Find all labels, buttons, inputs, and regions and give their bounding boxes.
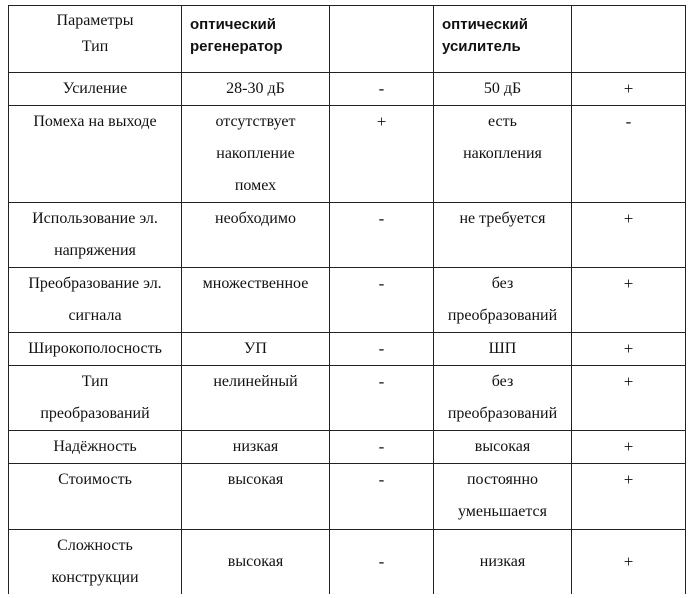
header-param-label: Параметры [56,12,134,29]
regenerator-mark-cell: - [330,333,434,366]
header-param-cell [9,6,182,73]
header-regenerator-mark-cell [330,6,434,73]
parameter-cell: Помеха на выходе [9,106,182,203]
table-body [9,73,686,595]
regenerator-mark-cell: - [330,464,434,530]
parameter-cell: Широкополосность [9,333,182,366]
regenerator-value-cell: нелинейный [182,366,330,431]
regenerator-mark-cell: - [330,268,434,333]
regenerator-mark-cell: - [330,431,434,464]
parameter-cell: Надёжность [9,431,182,464]
amplifier-value-cell: 50 дБ [434,73,572,106]
amplifier-mark-cell: + [572,333,686,366]
regenerator-value-cell: 28-30 дБ [182,73,330,106]
parameter-cell: Сложность конструкции [9,530,182,595]
table-row [9,73,686,106]
table-row [9,530,686,595]
amplifier-value-cell: постоянно уменьшается [434,464,572,530]
regenerator-mark-cell: + [330,106,434,203]
table-row [9,106,686,203]
header-amplifier-cell: оптический усилитель [434,6,572,73]
parameter-cell: Тип преобразований [9,366,182,431]
amplifier-mark-cell: + [572,73,686,106]
table-row [9,268,686,333]
regenerator-mark-cell: - [330,366,434,431]
table-row [9,203,686,268]
amplifier-mark-cell: + [572,530,686,595]
comparison-table [8,5,686,595]
amplifier-mark-cell: + [572,203,686,268]
regenerator-value-cell: высокая [182,530,330,595]
table-row [9,366,686,431]
amplifier-mark-cell: + [572,268,686,333]
parameter-cell: Использование эл. напряжения [9,203,182,268]
regenerator-value-cell: УП [182,333,330,366]
amplifier-value-cell: есть накопления [434,106,572,203]
table-row [9,464,686,530]
regenerator-value-cell: необходимо [182,203,330,268]
regenerator-mark-cell: - [330,73,434,106]
table-row [9,431,686,464]
header-amplifier-mark-cell [572,6,686,73]
amplifier-value-cell: низкая [434,530,572,595]
table-row [9,333,686,366]
amplifier-value-cell: высокая [434,431,572,464]
amplifier-value-cell: не требуется [434,203,572,268]
parameter-cell: Стоимость [9,464,182,530]
regenerator-value-cell: множественное [182,268,330,333]
amplifier-value-cell: без преобразований [434,366,572,431]
amplifier-mark-cell: + [572,464,686,530]
amplifier-mark-cell: - [572,106,686,203]
header-row [9,6,686,73]
page-bottom-edge [0,594,694,598]
regenerator-value-cell: высокая [182,464,330,530]
header-type-label: Тип [81,38,109,55]
header-regenerator-cell: оптический регенератор [182,6,330,73]
amplifier-value-cell: без преобразований [434,268,572,333]
parameter-cell: Преобразование эл. сигнала [9,268,182,333]
regenerator-value-cell: отсутствует накопление помех [182,106,330,203]
regenerator-mark-cell: - [330,203,434,268]
amplifier-mark-cell: + [572,366,686,431]
amplifier-mark-cell: + [572,431,686,464]
regenerator-value-cell: низкая [182,431,330,464]
parameter-cell: Усиление [9,73,182,106]
amplifier-value-cell: ШП [434,333,572,366]
regenerator-mark-cell: - [330,530,434,595]
